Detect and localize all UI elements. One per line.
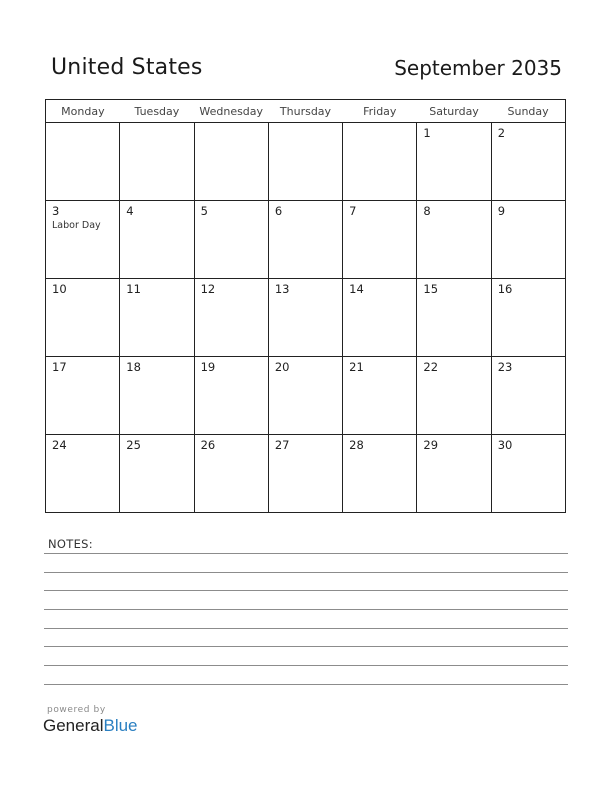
day-number: 22 <box>423 360 439 374</box>
note-line <box>44 590 568 591</box>
day-number: 27 <box>274 438 290 452</box>
day-number: 6 <box>274 204 283 218</box>
calendar-day-cell <box>268 279 342 357</box>
day-number: 18 <box>126 360 141 374</box>
powered-by-text: powered by <box>47 705 106 715</box>
calendar-day-cell <box>268 435 342 513</box>
day-number: 9 <box>497 204 506 218</box>
calendar-body <box>46 123 566 513</box>
day-number: 15 <box>423 282 439 296</box>
day-number: 4 <box>126 204 134 218</box>
day-number: 2 <box>497 126 506 140</box>
calendar-day-cell <box>491 201 565 279</box>
calendar-day-cell <box>46 279 120 357</box>
calendar-day-cell <box>268 357 342 435</box>
day-number: 8 <box>423 204 431 218</box>
calendar-day-cell <box>120 279 194 357</box>
calendar-week-row <box>46 279 566 357</box>
day-number: 1 <box>423 126 431 140</box>
day-number: 12 <box>200 282 216 296</box>
day-number: 19 <box>200 360 216 374</box>
weekday-header: Thursday <box>268 100 342 123</box>
calendar-day-cell <box>417 435 491 513</box>
calendar-day-cell <box>343 357 417 435</box>
note-line <box>44 553 568 554</box>
weekday-header: Monday <box>46 100 120 123</box>
generalblue-logo <box>43 716 138 736</box>
calendar-day-cell <box>417 123 491 201</box>
calendar-day-cell <box>194 201 268 279</box>
note-line <box>44 628 568 629</box>
calendar-day-cell <box>194 123 268 201</box>
weekday-header: Wednesday <box>194 100 268 123</box>
brand-blue: Blue <box>103 716 138 735</box>
calendar-day-cell <box>417 279 491 357</box>
calendar-day-cell <box>491 123 565 201</box>
notes-label: NOTES: <box>48 537 93 551</box>
day-number: 17 <box>52 360 67 374</box>
weekday-header: Tuesday <box>120 100 194 123</box>
calendar-day-cell <box>194 435 268 513</box>
calendar-day-cell <box>491 435 565 513</box>
day-number: 25 <box>126 438 141 452</box>
calendar-day-cell <box>120 201 194 279</box>
calendar-day-cell <box>194 279 268 357</box>
holiday-label: Labor Day <box>52 220 101 231</box>
calendar-day-cell <box>417 357 491 435</box>
calendar-day-cell <box>491 357 565 435</box>
note-line <box>44 572 568 573</box>
calendar-day-cell <box>343 435 417 513</box>
calendar-day-cell <box>343 279 417 357</box>
note-line <box>44 684 568 685</box>
day-number: 30 <box>497 438 513 452</box>
brand-general: General <box>43 716 104 735</box>
calendar-day-cell <box>194 357 268 435</box>
weekday-header: Friday <box>343 100 417 123</box>
calendar-day-cell <box>120 357 194 435</box>
calendar-day-cell <box>343 201 417 279</box>
calendar-week-row <box>46 357 566 435</box>
day-number: 28 <box>349 438 364 452</box>
day-number: 20 <box>274 360 290 374</box>
calendar-day-cell <box>417 201 491 279</box>
calendar-day-cell <box>343 123 417 201</box>
weekday-header-row <box>46 100 566 123</box>
note-line <box>44 609 568 610</box>
note-line <box>44 646 568 647</box>
day-number: 23 <box>497 360 513 374</box>
note-line <box>44 665 568 666</box>
day-number: 10 <box>52 282 67 296</box>
weekday-header: Sunday <box>491 100 565 123</box>
day-number: 5 <box>200 204 208 218</box>
calendar-week-row <box>46 123 566 201</box>
day-number: 3 <box>52 204 60 218</box>
calendar-day-cell <box>46 201 120 279</box>
day-number: 26 <box>200 438 216 452</box>
weekday-header: Saturday <box>417 100 491 123</box>
calendar-week-row <box>46 435 566 513</box>
month-year-title: September 2035 <box>394 56 562 80</box>
calendar-day-cell <box>46 357 120 435</box>
day-number: 13 <box>274 282 290 296</box>
calendar-week-row <box>46 201 566 279</box>
calendar-day-cell <box>268 123 342 201</box>
day-number: 24 <box>52 438 67 452</box>
day-number: 21 <box>349 360 364 374</box>
day-number: 16 <box>497 282 513 296</box>
calendar-day-cell <box>46 435 120 513</box>
calendar-day-cell <box>46 123 120 201</box>
day-number: 7 <box>349 204 357 218</box>
calendar-day-cell <box>491 279 565 357</box>
day-number: 11 <box>126 282 141 296</box>
calendar-grid <box>45 99 566 513</box>
calendar-day-cell <box>268 201 342 279</box>
calendar-day-cell <box>120 123 194 201</box>
day-number: 29 <box>423 438 439 452</box>
country-title: United States <box>51 55 203 80</box>
day-number: 14 <box>349 282 364 296</box>
calendar-day-cell <box>120 435 194 513</box>
